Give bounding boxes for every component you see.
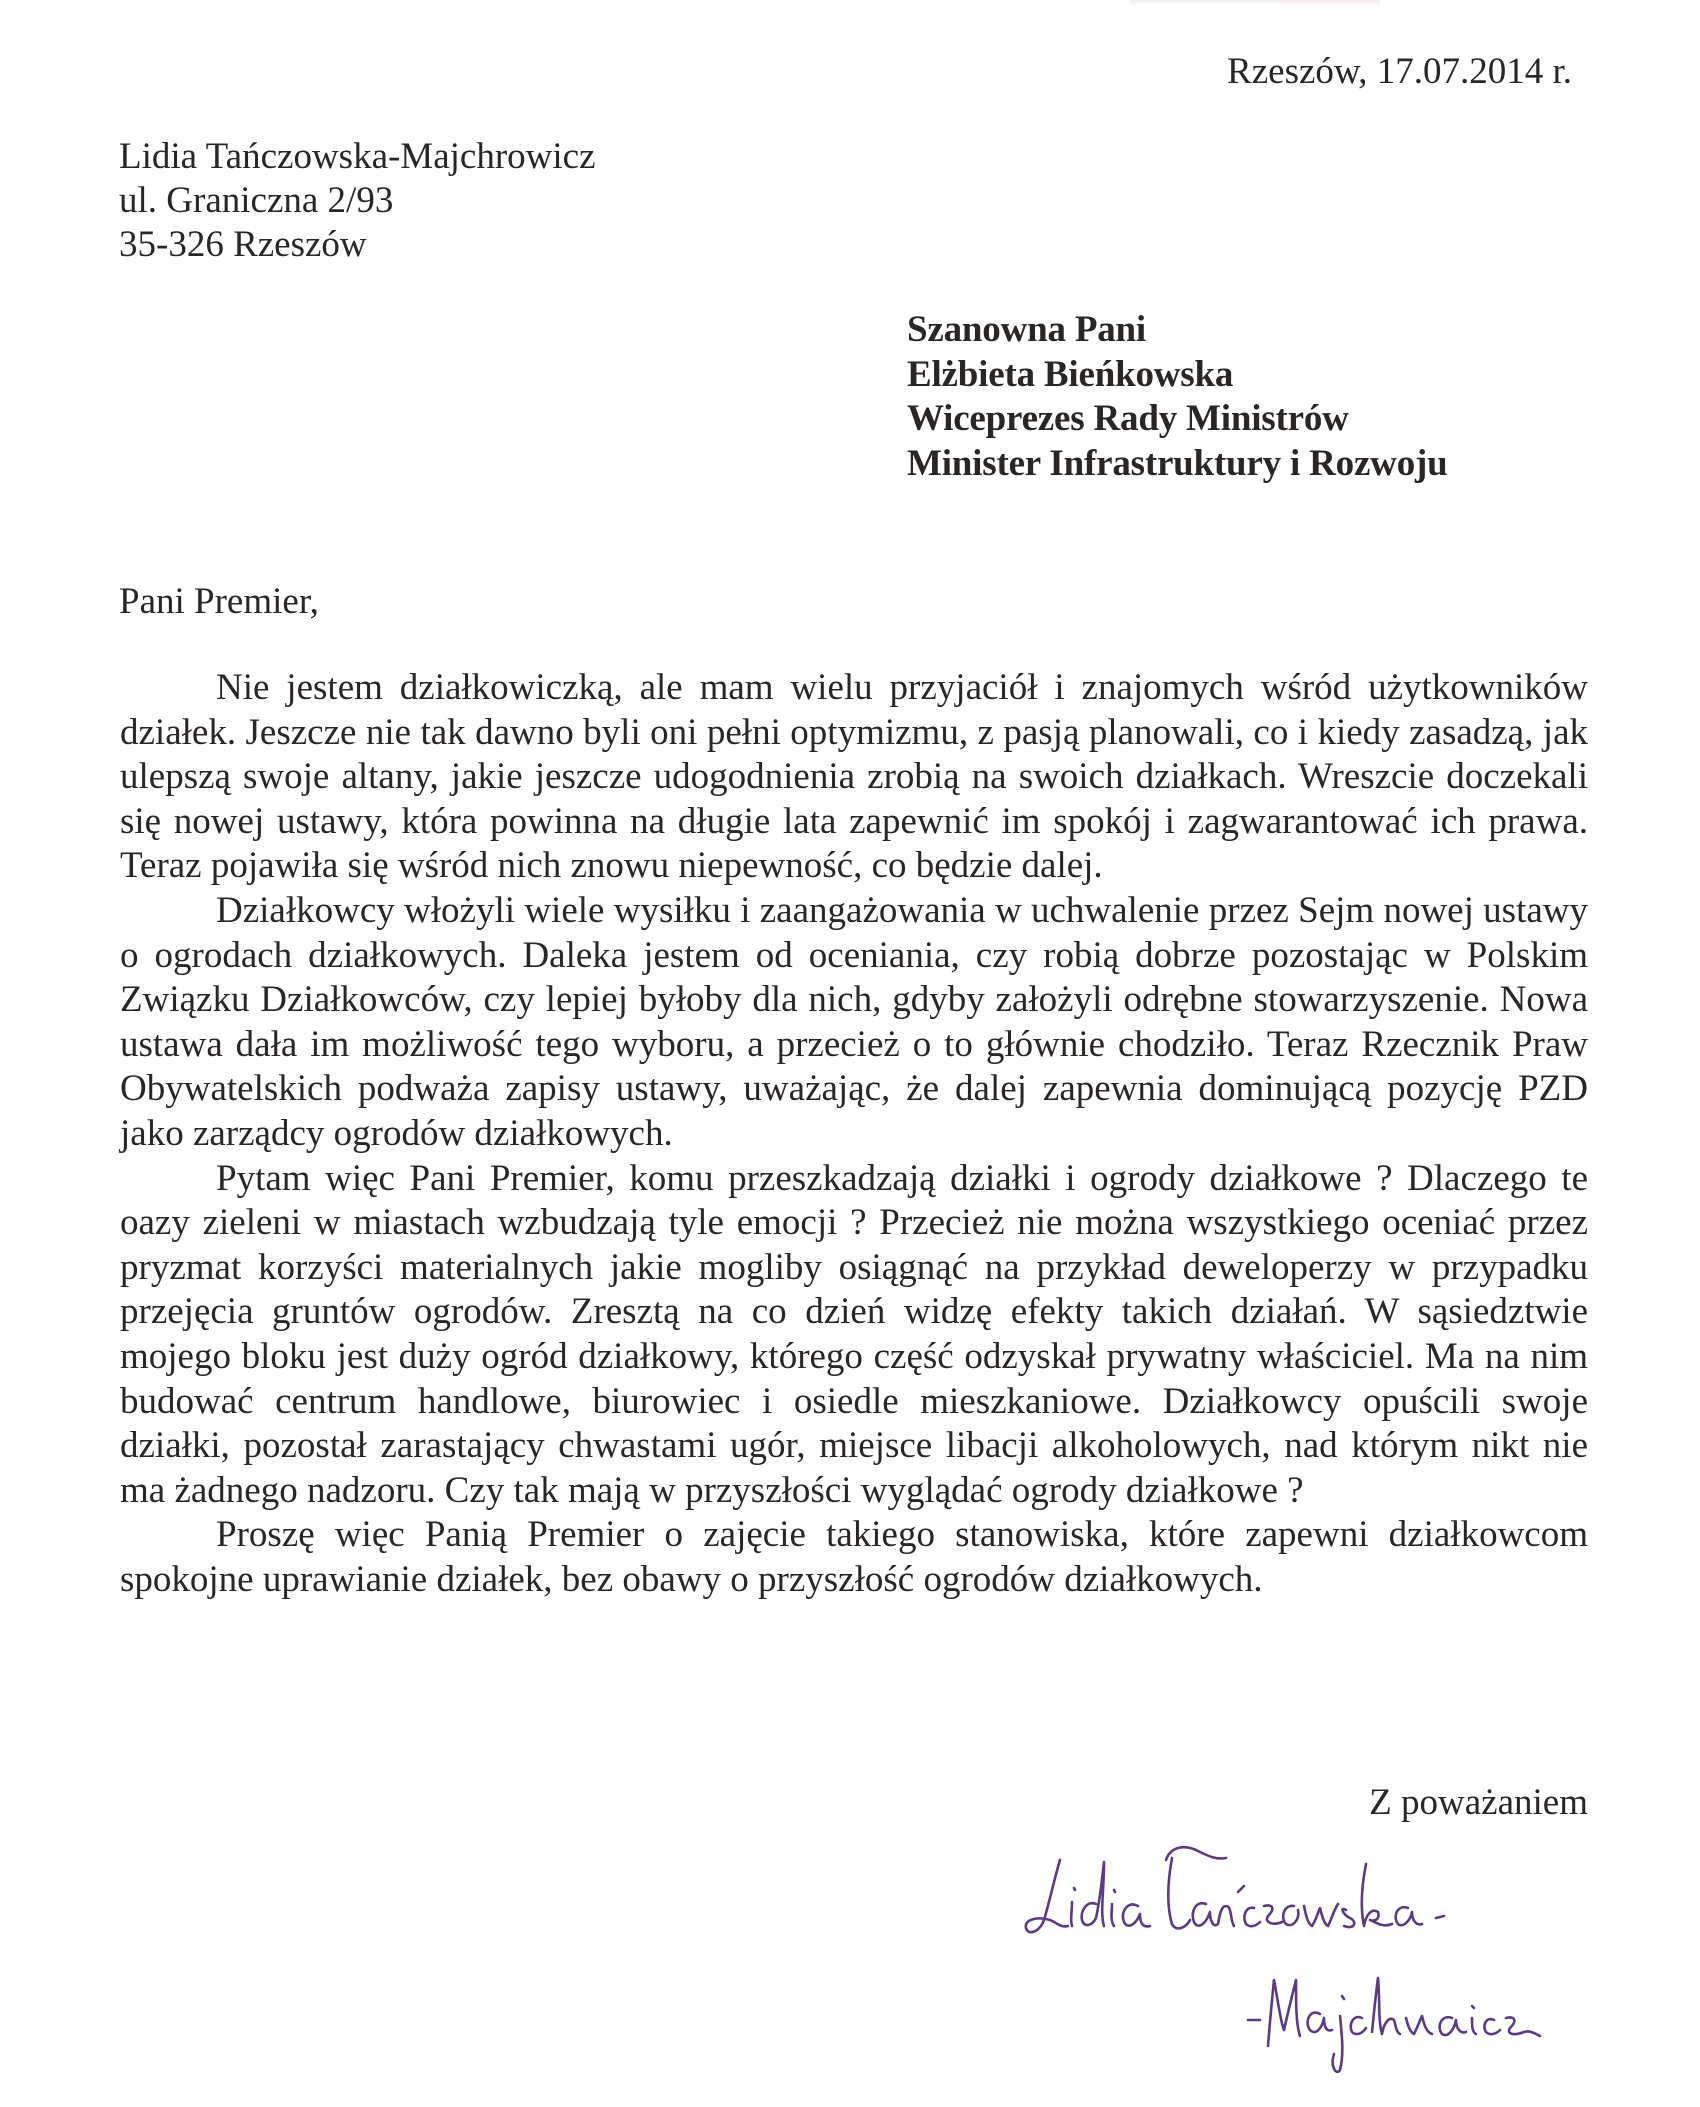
sender-city: 35-326 Rzeszów	[119, 224, 367, 265]
body-paragraph: Nie jestem działkowiczką, ale mam wielu przyjaciół i znajomych wśród użytkowników działek. Jeszcze nie tak dawno byli oni pełni optymizmu, z pasją planowali, co i kiedy zasadzą, jak ulepszą swoje altany, jakie jeszcze udogodnienia zrobią na swoich działkach. Wreszcie doczekali się nowej ustawy, która powinna na długie lata zapewnić im spokój i zagwarantować ich prawa. Teraz pojawiła się wśród nich znowu niepewność, co będzie dalej.	[120, 667, 1588, 887]
letter-body	[120, 666, 1588, 1602]
scan-artifact	[1130, 0, 1380, 6]
recipient-title-2: Minister Infrastruktury i Rozwoju	[907, 442, 1448, 484]
sender-street: ul. Graniczna 2/93	[119, 180, 394, 221]
body-paragraph: Pytam więc Pani Premier, komu przeszkadzają działki i ogrody działkowe ? Dlaczego te oazy zieleni w miastach wzbudzają tyle emocji ? Przecież nie można wszystkiego oceniać przez pryzmat korzyści materialnych jakie mogliby osiągnąć na przykład deweloperzy w przypadku przejęcia gruntów ogrodów. Zresztą na co dzień widzę efekty takich działań. W sąsiedztwie mojego bloku jest duży ogród działkowy, którego część odzyskał prywatny właściciel. Ma na nim budować centrum handlowe, biurowiec i osiedle mieszkaniowe. Działkowcy opuścili swoje działki, pozostał zarastający chwastami ugór, miejsce libacji alkoholowych, nad którym nikt nie ma żadnego nadzoru. Czy tak mają w przyszłości wyglądać ogrody działkowe ?	[120, 1157, 1588, 1511]
sender-name: Lidia Tańczowska-Majchrowicz	[119, 136, 596, 177]
recipient-greeting: Szanowna Pani	[907, 309, 1146, 350]
body-paragraph: Działkowcy włożyli wiele wysiłku i zaangażowania w uchwalenie przez Sejm nowej ustawy o ogrodach działkowych. Daleka jestem od oceniania, czy robią dobrze pozostając w Polskim Związku Działkowców, czy lepiej byłoby dla nich, gdyby założyli odrębne stowarzyszenie. Nowa ustawa dała im możliwość tego wyboru, a przecież o to głównie chodziło. Teraz Rzecznik Praw Obywatelskich podważa zapisy ustawy, uważając, że dalej zapewnia dominującą pozycję PZD jako zarządcy ogrodów działkowych.	[120, 889, 1588, 1154]
recipient-address-block	[907, 308, 1448, 486]
handwritten-signature	[1020, 1840, 1600, 2080]
sender-address-block	[119, 135, 596, 267]
body-paragraph: Proszę więc Panią Premier o zajęcie takiego stanowiska, które zapewni działkowcom spokojne uprawianie działek, bez obawy o przyszłość ogrodów działkowych.	[120, 1514, 1588, 1600]
salutation: Pani Premier,	[119, 581, 319, 622]
letter-date: Rzeszów, 17.07.2014 r.	[1227, 51, 1572, 92]
recipient-name: Elżbieta Bieńkowska	[907, 353, 1234, 395]
recipient-title-1: Wiceprezes Rady Ministrów	[907, 398, 1349, 440]
signature-ink-icon	[1020, 1840, 1600, 2080]
closing-phrase: Z poważaniem	[1369, 1782, 1588, 1823]
